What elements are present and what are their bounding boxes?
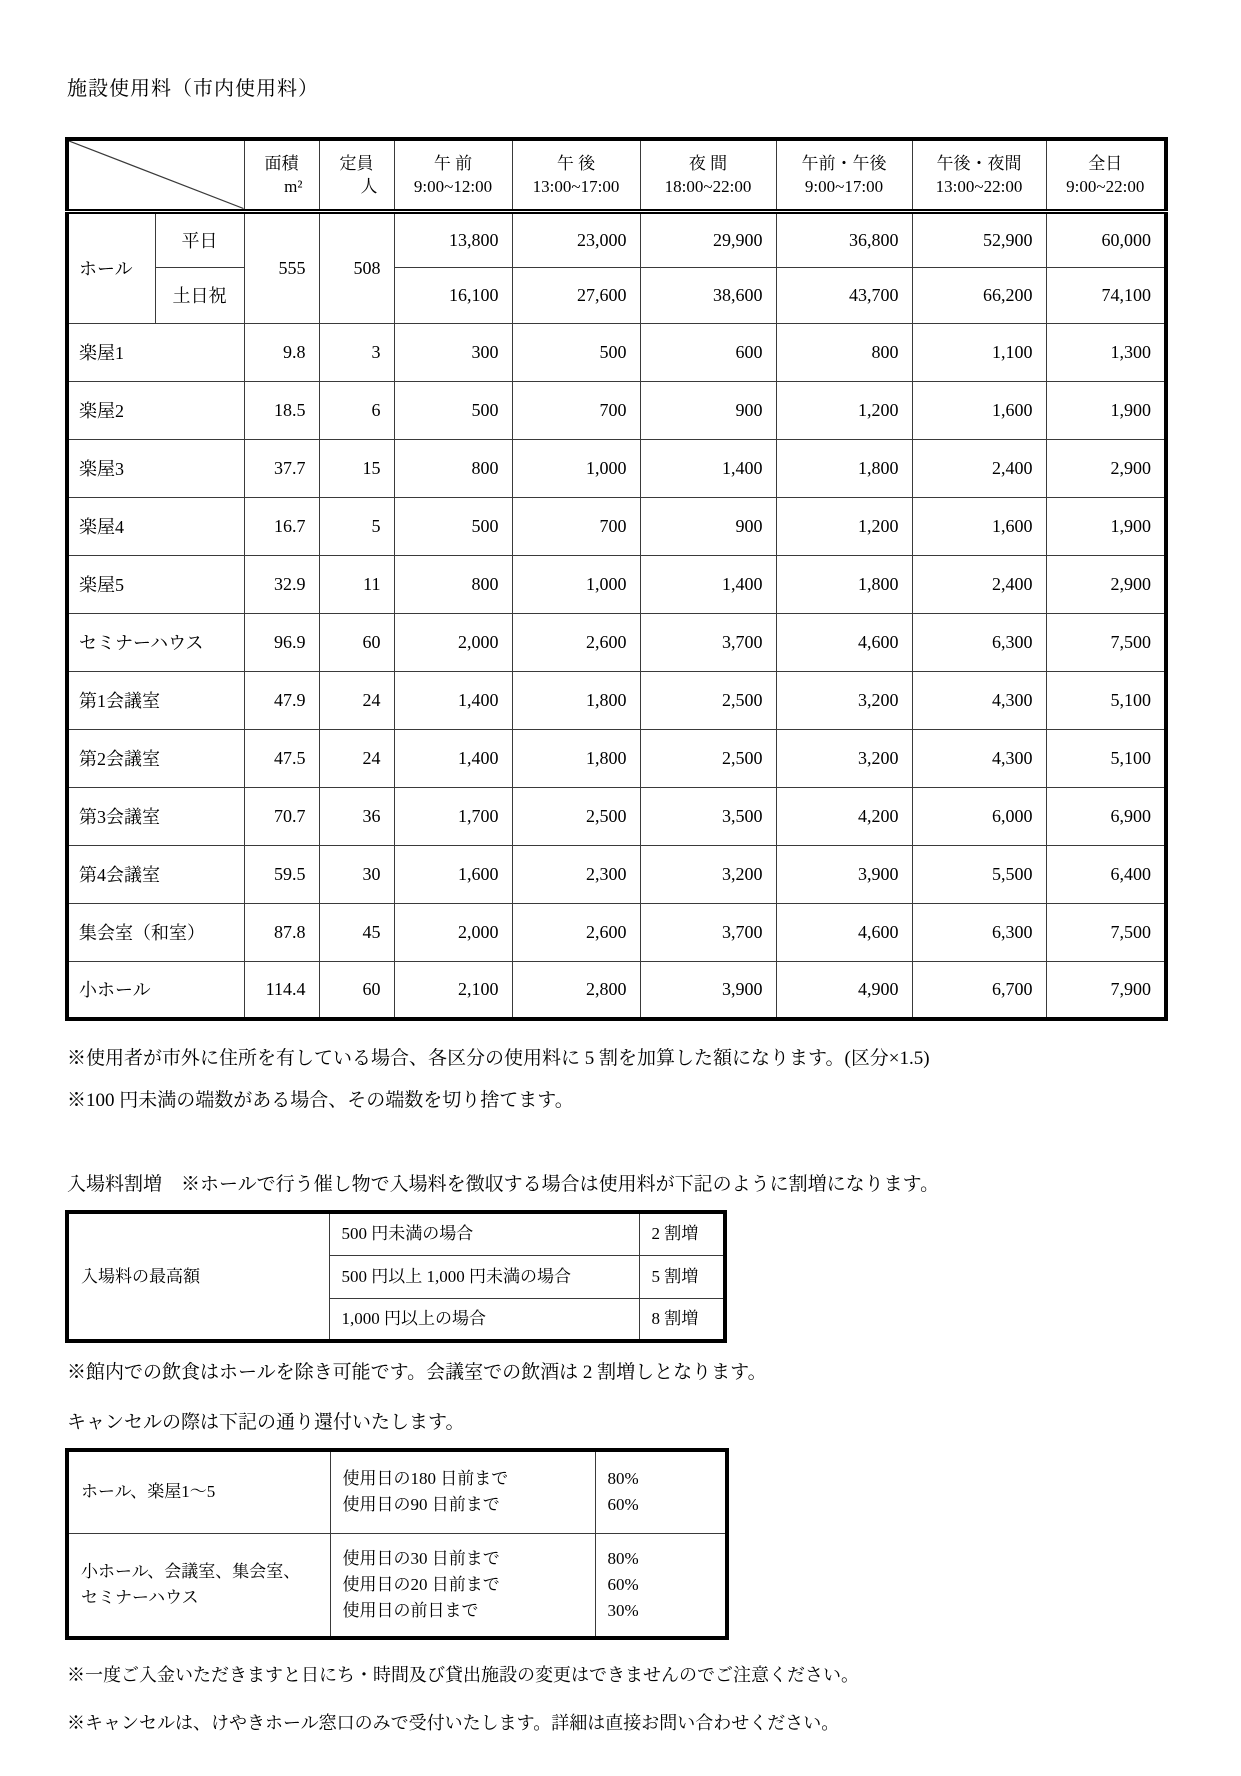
facility-name-cell: セミナーハウス <box>67 613 244 671</box>
fee-cell: 3,900 <box>776 845 912 903</box>
fee-cell: 2,400 <box>912 555 1046 613</box>
fee-cell: 3,700 <box>640 903 776 961</box>
cancellation-target <box>67 1450 330 1533</box>
fee-cell: 2,900 <box>1046 439 1166 497</box>
hall-weekday-row <box>67 211 1166 267</box>
facility-name-cell: 楽屋2 <box>67 381 244 439</box>
surcharge-rate: 2 割増 <box>639 1212 725 1255</box>
hall-weekend-row <box>67 267 1166 323</box>
fee-cell: 800 <box>394 555 512 613</box>
fee-cell: 900 <box>640 381 776 439</box>
fee-cell: 1,000 <box>512 555 640 613</box>
day-type-cell: 平日 <box>155 211 244 267</box>
fee-cell: 5,500 <box>912 845 1046 903</box>
capacity-cell: 30 <box>319 845 394 903</box>
fee-cell: 38,600 <box>640 267 776 323</box>
fee-cell: 1,400 <box>394 729 512 787</box>
area-cell: 9.8 <box>244 323 319 381</box>
facility-name-cell: 楽屋1 <box>67 323 244 381</box>
table-row-gakuya2 <box>67 381 1166 439</box>
header-capacity <box>319 139 394 211</box>
fee-cell: 2,500 <box>512 787 640 845</box>
header-area <box>244 139 319 211</box>
fee-cell: 800 <box>776 323 912 381</box>
cancellation-condition: 使用日の30 日前まで <box>342 1548 500 1568</box>
fee-cell: 1,000 <box>512 439 640 497</box>
fee-cell: 4,200 <box>776 787 912 845</box>
header-capacity-label: 定員 <box>339 153 374 173</box>
fee-cell: 1,200 <box>776 381 912 439</box>
capacity-cell: 36 <box>319 787 394 845</box>
cancellation-intro: キャンセルの際は下記の通り還付いたします。 <box>67 1412 465 1433</box>
capacity-cell: 11 <box>319 555 394 613</box>
fee-cell: 29,900 <box>640 211 776 267</box>
header-slot-allday <box>1046 139 1166 211</box>
fee-cell: 500 <box>394 381 512 439</box>
header-area-unit: m² <box>284 176 303 196</box>
surcharge-rate: 5 割増 <box>639 1255 725 1298</box>
facility-name-cell: 楽屋4 <box>67 497 244 555</box>
area-cell: 555 <box>244 211 319 323</box>
area-cell: 32.9 <box>244 555 319 613</box>
fee-cell: 36,800 <box>776 211 912 267</box>
facility-name-cell: 楽屋3 <box>67 439 244 497</box>
fee-cell: 1,400 <box>640 555 776 613</box>
capacity-cell: 24 <box>319 729 394 787</box>
fee-cell: 7,500 <box>1046 613 1166 671</box>
area-cell: 16.7 <box>244 497 319 555</box>
cancellation-target <box>67 1533 330 1638</box>
fee-cell: 700 <box>512 497 640 555</box>
slot-time: 9:00~12:00 <box>413 176 493 196</box>
area-cell: 96.9 <box>244 613 319 671</box>
table-row-gakuya1 <box>67 323 1166 381</box>
fee-cell: 3,900 <box>640 961 776 1019</box>
capacity-cell: 15 <box>319 439 394 497</box>
header-row <box>67 139 1166 211</box>
capacity-cell: 60 <box>319 961 394 1019</box>
slot-time: 13:00~22:00 <box>935 176 1023 196</box>
cancellation-target-line: 小ホール、会議室、集会室、 <box>81 1561 301 1581</box>
fee-cell: 6,400 <box>1046 845 1166 903</box>
fee-cell: 1,600 <box>912 381 1046 439</box>
fee-cell: 3,200 <box>776 729 912 787</box>
slot-time: 18:00~22:00 <box>664 176 752 196</box>
surcharge-heading: 入場料割増 ※ホールで行う催し物で入場料を徴収する場合は使用料が下記のように割増になります。 <box>67 1174 940 1195</box>
header-slot-morning-afternoon <box>776 139 912 211</box>
area-cell: 47.9 <box>244 671 319 729</box>
fee-cell: 3,500 <box>640 787 776 845</box>
table-row-seminar-house <box>67 613 1166 671</box>
surcharge-condition: 500 円未満の場合 <box>329 1212 639 1255</box>
cancellation-rate: 80% <box>607 1469 639 1489</box>
fee-cell: 2,600 <box>512 613 640 671</box>
note-payment-no-change: ※一度ご入金いただきますと日にち・時間及び貸出施設の変更はできませんのでご注意ください。 <box>67 1665 859 1685</box>
cancellation-table <box>65 1448 729 1640</box>
facility-name-cell: 第2会議室 <box>67 729 244 787</box>
fee-cell: 4,900 <box>776 961 912 1019</box>
fee-cell: 5,100 <box>1046 671 1166 729</box>
fee-cell: 6,300 <box>912 903 1046 961</box>
header-slot-evening <box>640 139 776 211</box>
fee-cell: 3,200 <box>776 671 912 729</box>
note-food-drink: ※館内での飲食はホールを除き可能です。会議室での飲酒は 2 割増しとなります。 <box>67 1362 767 1383</box>
area-cell: 114.4 <box>244 961 319 1019</box>
facility-name-cell: 第1会議室 <box>67 671 244 729</box>
facility-name-cell: 小ホール <box>67 961 244 1019</box>
header-area-label: 面積 <box>264 153 299 173</box>
area-cell: 37.7 <box>244 439 319 497</box>
note-out-of-city-surcharge: ※使用者が市外に住所を有している場合、各区分の使用料に 5 割を加算した額になります。(区分×1.5) <box>67 1048 930 1069</box>
fee-cell: 1,200 <box>776 497 912 555</box>
cancellation-condition: 使用日の20 日前まで <box>342 1574 500 1594</box>
slot-label: 夜 間 <box>688 153 728 173</box>
note-rounding: ※100 円未満の端数がある場合、その端数を切り捨てます。 <box>67 1090 574 1111</box>
fee-cell: 1,300 <box>1046 323 1166 381</box>
fee-cell: 43,700 <box>776 267 912 323</box>
fee-cell: 1,800 <box>512 671 640 729</box>
fee-cell: 1,900 <box>1046 497 1166 555</box>
slot-time: 13:00~17:00 <box>532 176 620 196</box>
slot-label: 午 後 <box>556 153 596 173</box>
fee-cell: 27,600 <box>512 267 640 323</box>
facility-name-cell: 第3会議室 <box>67 787 244 845</box>
fee-cell: 1,800 <box>512 729 640 787</box>
area-cell: 47.5 <box>244 729 319 787</box>
fee-cell: 60,000 <box>1046 211 1166 267</box>
cancellation-condition: 使用日の90 日前まで <box>342 1495 500 1515</box>
capacity-cell: 45 <box>319 903 394 961</box>
fee-cell: 2,500 <box>640 671 776 729</box>
table-row-small-hall <box>67 961 1166 1019</box>
fee-cell: 7,500 <box>1046 903 1166 961</box>
fee-cell: 3,200 <box>640 845 776 903</box>
header-slot-afternoon <box>512 139 640 211</box>
fee-cell: 900 <box>640 497 776 555</box>
surcharge-condition: 500 円以上 1,000 円未満の場合 <box>329 1255 639 1298</box>
area-cell: 70.7 <box>244 787 319 845</box>
fee-cell: 600 <box>640 323 776 381</box>
cancellation-rates <box>595 1450 727 1533</box>
fee-cell: 4,600 <box>776 613 912 671</box>
fee-cell: 1,800 <box>776 555 912 613</box>
fee-cell: 800 <box>394 439 512 497</box>
header-slot-afternoon-evening <box>912 139 1046 211</box>
header-slot-morning <box>394 139 512 211</box>
fee-cell: 1,600 <box>394 845 512 903</box>
fee-cell: 7,900 <box>1046 961 1166 1019</box>
fee-cell: 700 <box>512 381 640 439</box>
page-title: 施設使用料（市内使用料） <box>67 78 319 100</box>
surcharge-row-header: 入場料の最高額 <box>67 1212 329 1341</box>
fee-cell: 6,300 <box>912 613 1046 671</box>
area-cell: 18.5 <box>244 381 319 439</box>
fee-cell: 1,400 <box>640 439 776 497</box>
facility-name-cell: 第4会議室 <box>67 845 244 903</box>
surcharge-condition: 1,000 円以上の場合 <box>329 1298 639 1341</box>
surcharge-row <box>67 1212 725 1255</box>
cancellation-rates <box>595 1533 727 1638</box>
fee-cell: 52,900 <box>912 211 1046 267</box>
facility-fee-table <box>65 137 1168 1021</box>
table-row-gakuya3 <box>67 439 1166 497</box>
fee-cell: 74,100 <box>1046 267 1166 323</box>
fee-cell: 2,300 <box>512 845 640 903</box>
cancellation-target-line: ホール、楽屋1～5 <box>81 1482 216 1502</box>
capacity-cell: 5 <box>319 497 394 555</box>
facility-name-cell: ホール <box>67 211 155 323</box>
fee-cell: 1,700 <box>394 787 512 845</box>
fee-cell: 1,400 <box>394 671 512 729</box>
fee-cell: 300 <box>394 323 512 381</box>
table-row-meeting2 <box>67 729 1166 787</box>
cancellation-rate: 60% <box>607 1574 639 1594</box>
fee-cell: 6,700 <box>912 961 1046 1019</box>
fee-cell: 13,800 <box>394 211 512 267</box>
cancellation-row-hall <box>67 1450 727 1533</box>
area-cell: 59.5 <box>244 845 319 903</box>
admission-surcharge-table <box>65 1210 727 1343</box>
cancellation-target-line: セミナーハウス <box>81 1587 199 1607</box>
fee-cell: 2,100 <box>394 961 512 1019</box>
fee-cell: 2,500 <box>640 729 776 787</box>
fee-cell: 2,400 <box>912 439 1046 497</box>
cancellation-condition: 使用日の180 日前まで <box>342 1469 509 1489</box>
fee-cell: 2,600 <box>512 903 640 961</box>
slot-time: 9:00~22:00 <box>1066 176 1145 196</box>
fee-cell: 16,100 <box>394 267 512 323</box>
capacity-cell: 24 <box>319 671 394 729</box>
fee-cell: 4,300 <box>912 729 1046 787</box>
table-row-gakuya5 <box>67 555 1166 613</box>
table-row-gakuya4 <box>67 497 1166 555</box>
note-cancel-desk-only: ※キャンセルは、けやきホール窓口のみで受付いたします。詳細は直接お問い合わせください。 <box>67 1713 840 1733</box>
facility-name-cell: 集会室（和室） <box>67 903 244 961</box>
fee-cell: 500 <box>394 497 512 555</box>
capacity-cell: 3 <box>319 323 394 381</box>
capacity-cell: 6 <box>319 381 394 439</box>
fee-cell: 6,900 <box>1046 787 1166 845</box>
slot-label: 午後・夜間 <box>936 153 1022 173</box>
table-row-assembly-room <box>67 903 1166 961</box>
slot-label: 全日 <box>1088 153 1123 173</box>
cancellation-rate: 30% <box>607 1600 639 1620</box>
table-row-meeting4 <box>67 845 1166 903</box>
cancellation-condition: 使用日の前日まで <box>342 1600 479 1620</box>
slot-time: 9:00~17:00 <box>804 176 884 196</box>
facility-name-cell: 楽屋5 <box>67 555 244 613</box>
table-row-meeting1 <box>67 671 1166 729</box>
table-row-meeting3 <box>67 787 1166 845</box>
day-type-cell: 土日祝 <box>155 267 244 323</box>
fee-cell: 4,300 <box>912 671 1046 729</box>
fee-cell: 6,000 <box>912 787 1046 845</box>
fee-cell: 1,900 <box>1046 381 1166 439</box>
diagonal-line <box>69 141 244 209</box>
cancellation-rate: 60% <box>607 1495 639 1515</box>
slot-label: 午 前 <box>433 153 473 173</box>
fee-cell: 1,100 <box>912 323 1046 381</box>
header-capacity-unit: 人 <box>360 176 378 196</box>
fee-cell: 2,800 <box>512 961 640 1019</box>
fee-cell: 2,000 <box>394 903 512 961</box>
fee-cell: 1,800 <box>776 439 912 497</box>
cancellation-conditions <box>330 1450 595 1533</box>
fee-cell: 4,600 <box>776 903 912 961</box>
diagonal-header-cell <box>67 139 244 211</box>
cancellation-row-other <box>67 1533 727 1638</box>
fee-cell: 2,900 <box>1046 555 1166 613</box>
area-cell: 87.8 <box>244 903 319 961</box>
fee-cell: 66,200 <box>912 267 1046 323</box>
capacity-cell: 508 <box>319 211 394 323</box>
cancellation-rate: 80% <box>607 1548 639 1568</box>
cancellation-conditions <box>330 1533 595 1638</box>
fee-cell: 500 <box>512 323 640 381</box>
surcharge-rate: 8 割増 <box>639 1298 725 1341</box>
fee-cell: 2,000 <box>394 613 512 671</box>
fee-cell: 5,100 <box>1046 729 1166 787</box>
fee-cell: 23,000 <box>512 211 640 267</box>
slot-label: 午前・午後 <box>801 153 887 173</box>
fee-cell: 3,700 <box>640 613 776 671</box>
capacity-cell: 60 <box>319 613 394 671</box>
fee-cell: 1,600 <box>912 497 1046 555</box>
